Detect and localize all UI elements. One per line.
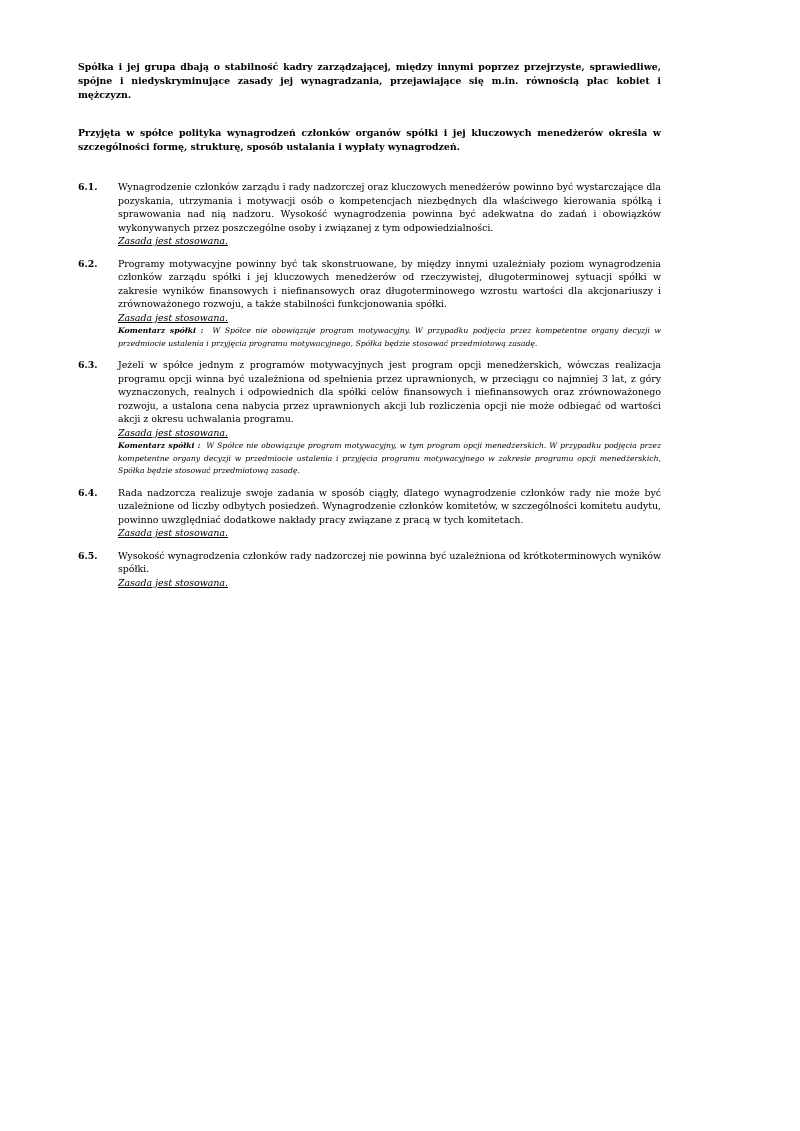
principle-body bbox=[118, 258, 661, 351]
principles-list bbox=[78, 181, 661, 590]
principle-text: Programy motywacyjne powinny być tak skonstruowane, by między innymi uzależniały poziom wynagrodzenia członków zarządu spółki i jej kluczowych menedżerów od rzeczywistej, długoterminowej sytuacji spółki w zakresie wyników finansowych i niefinansowych oraz długoterminowego wzrostu wartości dla akcjonariuszy i zrównoważonego rozwoju, a także stabilności funkcjonowania spółki. bbox=[118, 258, 661, 310]
principle-6-2 bbox=[78, 258, 661, 351]
principle-status: Zasada jest stosowana. bbox=[118, 236, 228, 247]
principle-text: Jeżeli w spółce jednym z programów motywacyjnych jest program opcji menedżerskich, wówczas realizacja programu opcji winna być uzależniona od spełnienia przez uprawnionych, w przeciągu co najmniej 3 lat, z góry wyznaczonych, realnych i odpowiednich dla spółki celów finansowych i niefinansowych oraz zrównoważonego rozwoju, a ustalona cena nabycia przez uprawnionych akcji lub rozliczenia opcji nie może odbiegać od wartości akcji z okresu uchwalania programu. bbox=[118, 360, 661, 425]
principle-text: Wysokość wynagrodzenia członków rady nadzorczej nie powinna być uzależniona od krótkoterminowych wyników spółki. bbox=[118, 550, 661, 575]
document-page bbox=[78, 61, 661, 599]
principle-body bbox=[118, 359, 661, 478]
principle-body bbox=[118, 181, 661, 249]
principle-number: 6.5. bbox=[78, 550, 98, 562]
principle-body bbox=[118, 550, 661, 591]
principle-6-3 bbox=[78, 359, 661, 478]
intro-paragraph-1: Spółka i jej grupa dbają o stabilność kadry zarządzającej, między innymi poprzez przejrzyste, sprawiedliwe, spójne i niedyskryminujące zasady jej wynagradzania, przejawiające się m.in. równością płac kobiet i mężczyzn. bbox=[78, 62, 661, 101]
intro-paragraph-2: Przyjęta w spółce polityka wynagrodzeń członków organów spółki i jej kluczowych menedżerów określa w szczególności formę, strukturę, sposób ustalania i wypłaty wynagrodzeń. bbox=[78, 128, 661, 153]
principle-status: Zasada jest stosowana. bbox=[118, 577, 228, 589]
principle-6-4 bbox=[78, 487, 661, 541]
principle-6-5 bbox=[78, 550, 661, 591]
company-comment-label: Komentarz spółki : bbox=[118, 326, 204, 335]
principle-body bbox=[118, 487, 661, 541]
principle-status: Zasada jest stosowana. bbox=[118, 312, 228, 324]
company-comment-text: W Spółce nie obowiązuje program motywacyjny. W przypadku podjęcia przez kompetentne organy decyzji w przedmiocie ustalenia i przyjęcia programu motywacyjnego, Spółka będzie stosować przedmiotową zasadę. bbox=[118, 326, 661, 348]
company-comment bbox=[118, 325, 661, 350]
principle-text: Rada nadzorcza realizuje swoje zadania w sposób ciągły, dlatego wynagrodzenie członków rady nie może być uzależnione od liczby odbytych posiedzeń. Wynagrodzenie członków komitetów, w szczególności komitetu audytu, powinno uwzględniać dodatkowe nakłady pracy związane z pracą w tych komitetach. bbox=[118, 487, 661, 526]
principle-status: Zasada jest stosowana. bbox=[118, 528, 228, 539]
principle-6-1 bbox=[78, 181, 661, 249]
principle-text: Wynagrodzenie członków zarządu i rady nadzorczej oraz kluczowych menedżerów powinno być wystarczające dla pozyskania, utrzymania i motywacji osób o kompetencjach niezbędnych dla właściwego kierowania spółką i sprawowania nad nią nadzoru. Wysokość wynagrodzenia powinna być adekwatna do zadań i obowiązków wykonywanych przez poszczególne osoby i związanej z tym odpowiedzialności. bbox=[118, 182, 661, 234]
principle-number: 6.1. bbox=[78, 182, 98, 193]
company-comment-text: W Spółce nie obowiązuje program motywacyjny, w tym program opcji menedżerskich. W przypadku podjęcia przez kompetentne organy decyzji w przedmiocie ustalenia i przyjęcia programu motywacyjnego w zakresie programu opcji menedżerskich, Spółka będzie stosować przedmiotową zasadę. bbox=[118, 441, 661, 475]
principle-number: 6.4. bbox=[78, 487, 98, 499]
principle-number: 6.3. bbox=[78, 360, 98, 371]
company-comment bbox=[118, 440, 661, 478]
principle-status: Zasada jest stosowana. bbox=[118, 427, 228, 439]
company-comment-label: Komentarz spółki : bbox=[118, 441, 201, 450]
principle-number: 6.2. bbox=[78, 258, 98, 270]
